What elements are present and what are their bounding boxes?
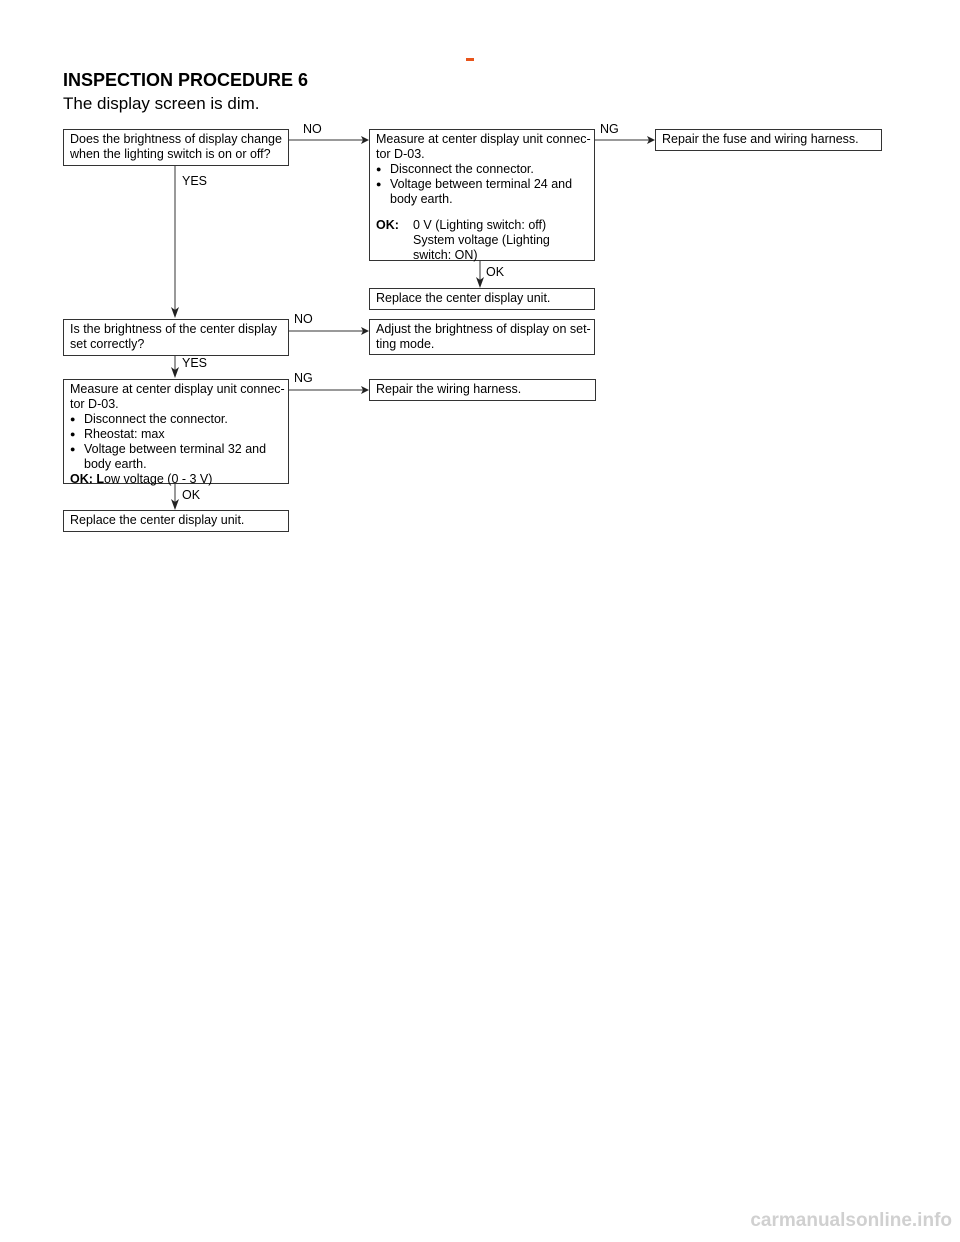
- label-ok-1: OK: [486, 265, 505, 279]
- check-2-ok-text: ow voltage (0 - 3 V): [104, 472, 213, 486]
- question-box-1: [63, 129, 289, 166]
- repair-1-text: Repair the fuse and wiring harness.: [662, 132, 859, 146]
- check-2-line-2: tor D-03.: [70, 397, 119, 411]
- label-yes-1: YES: [182, 174, 208, 188]
- question-1-line-2: when the lighting switch is on or off?: [70, 147, 271, 161]
- check-1-bullet-1: ● Disconnect the connector.: [376, 162, 588, 177]
- replace-box-2: [63, 510, 289, 532]
- question-2-line-1: Is the brightness of the center display: [70, 322, 278, 336]
- check-1-ok-text-2: System voltage (Lighting: [413, 233, 550, 247]
- question-box-2: [63, 319, 289, 356]
- question-2-line-2: set correctly?: [70, 337, 145, 351]
- label-ok-2: OK: [182, 488, 201, 502]
- check-2-bullet-3: ● Voltage between terminal 32 and: [70, 442, 282, 457]
- check-2-ok-label: OK:: [70, 472, 93, 486]
- check-1-bullet-2-cont: body earth.: [390, 192, 453, 206]
- check-2-bullet-1: ● Disconnect the connector.: [70, 412, 282, 427]
- check-1-ok-line-1: [376, 218, 588, 233]
- check-1-ok-text-1: 0 V (Lighting switch: off): [413, 218, 547, 232]
- check-2-ok-letter: L: [96, 472, 105, 486]
- adjust-line-2: ting mode.: [376, 337, 435, 351]
- check-1-line-1: Measure at center display unit connec-: [376, 132, 591, 146]
- check-2-bullet-3-cont: body earth.: [84, 457, 147, 471]
- repair-box-2: [369, 379, 596, 401]
- repair-box-1: [655, 129, 882, 151]
- label-ng-1: NG: [600, 122, 619, 136]
- check-box-1: [369, 129, 595, 261]
- repair-2-text: Repair the wiring harness.: [376, 382, 522, 396]
- check-1-line-2: tor D-03.: [376, 147, 425, 161]
- label-ng-2: NG: [294, 371, 313, 385]
- page-title: INSPECTION PROCEDURE 6: [63, 70, 309, 90]
- label-no-1: NO: [303, 122, 322, 136]
- adjust-line-1: Adjust the brightness of display on set-: [376, 322, 591, 336]
- question-1-line-1: Does the brightness of display change: [70, 132, 282, 146]
- check-2-bullet-2: ● Rheostat: max: [70, 427, 282, 442]
- label-no-2: NO: [294, 312, 313, 326]
- replace-2-text: Replace the center display unit.: [70, 513, 245, 527]
- replace-box-1: [369, 288, 595, 310]
- check-1-ok-label: OK:: [376, 218, 399, 232]
- check-box-2: [63, 379, 289, 484]
- adjust-box: [369, 319, 595, 355]
- check-2-line-1: Measure at center display unit connec-: [70, 382, 285, 396]
- check-1-ok-text-3: switch: ON): [413, 248, 478, 262]
- replace-1-text: Replace the center display unit.: [376, 291, 551, 305]
- page-subtitle: The display screen is dim.: [63, 94, 260, 113]
- watermark-text: carmanualsonline.info: [750, 1210, 952, 1231]
- label-yes-2: YES: [182, 356, 208, 370]
- check-2-ok-line: [70, 472, 282, 487]
- check-1-bullet-2: ● Voltage between terminal 24 and: [376, 177, 588, 192]
